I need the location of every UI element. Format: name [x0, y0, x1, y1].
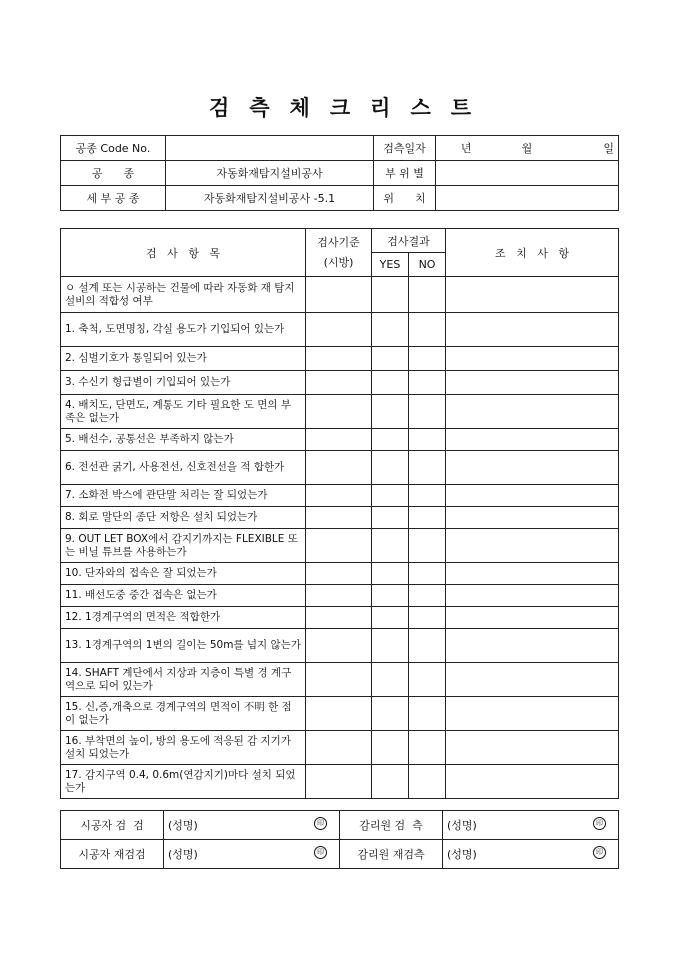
work-label: 공 종: [61, 161, 166, 186]
yes-cell[interactable]: [372, 277, 409, 313]
header-result: 검사결과: [372, 229, 446, 253]
yes-cell[interactable]: [372, 451, 409, 485]
no-cell[interactable]: [409, 563, 446, 585]
no-cell[interactable]: [409, 765, 446, 799]
yes-cell[interactable]: [372, 563, 409, 585]
criteria-cell[interactable]: [306, 485, 372, 507]
location-label: 위 치: [374, 186, 436, 211]
table-row: [61, 395, 619, 429]
table-row: [61, 529, 619, 563]
action-cell[interactable]: [446, 347, 619, 371]
table-row: [61, 347, 619, 371]
check-item: 8. 회로 말단의 종단 저항은 설치 되었는가: [61, 507, 306, 529]
action-cell[interactable]: [446, 485, 619, 507]
no-cell[interactable]: [409, 607, 446, 629]
table-row: [61, 313, 619, 347]
check-item: 7. 소화전 박스에 관단말 처리는 잘 되었는가: [61, 485, 306, 507]
signature-table: [60, 810, 619, 869]
criteria-cell[interactable]: [306, 629, 372, 663]
criteria-cell[interactable]: [306, 507, 372, 529]
contractor-inspect-name: (성명): [168, 819, 198, 832]
action-cell[interactable]: [446, 429, 619, 451]
work-code-label: 공종 Code No.: [61, 136, 166, 161]
seal-icon: 印: [593, 817, 606, 830]
check-item: 4. 배치도, 단면도, 계통도 기타 필요한 도 면의 부족은 없는가: [61, 395, 306, 429]
criteria-cell[interactable]: [306, 371, 372, 395]
no-cell[interactable]: [409, 429, 446, 451]
no-cell[interactable]: [409, 277, 446, 313]
no-cell[interactable]: [409, 395, 446, 429]
no-cell[interactable]: [409, 529, 446, 563]
table-row: [61, 697, 619, 731]
contractor-inspect-signature[interactable]: [164, 811, 340, 840]
info-table: [60, 135, 619, 211]
action-cell[interactable]: [446, 451, 619, 485]
seal-icon: 印: [314, 817, 327, 830]
action-cell[interactable]: [446, 371, 619, 395]
seal-icon: 印: [593, 846, 606, 859]
check-item: 1. 축척, 도면명칭, 각실 용도가 기입되어 있는가: [61, 313, 306, 347]
title-char: 트: [450, 95, 472, 120]
yes-cell[interactable]: [372, 429, 409, 451]
yes-cell[interactable]: [372, 765, 409, 799]
check-item: 6. 전선관 굵기, 사용전선, 신호전선을 적 합한가: [61, 451, 306, 485]
yes-cell[interactable]: [372, 395, 409, 429]
title-char: 리: [370, 95, 391, 120]
table-row: [61, 371, 619, 395]
inspect-date-label: 검측일자: [374, 136, 436, 161]
detail-value[interactable]: 자동화재탐지설비공사 -5.1: [166, 186, 374, 211]
check-item: 17. 감지구역 0.4, 0.6m(연감지기)마다 설치 되었는가: [61, 765, 306, 799]
no-cell[interactable]: [409, 629, 446, 663]
criteria-cell[interactable]: [306, 585, 372, 607]
table-row: [61, 629, 619, 663]
yes-cell[interactable]: [372, 347, 409, 371]
document-title: [0, 92, 680, 122]
no-cell[interactable]: [409, 485, 446, 507]
criteria-cell[interactable]: [306, 529, 372, 563]
header-criteria: [306, 229, 372, 277]
title-char: 스: [410, 95, 431, 120]
yes-cell[interactable]: [372, 663, 409, 697]
work-code-value[interactable]: [166, 136, 374, 161]
criteria-cell[interactable]: [306, 277, 372, 313]
action-cell[interactable]: [446, 507, 619, 529]
check-item: 11. 배선도중 중간 접속은 없는가: [61, 585, 306, 607]
seal-icon: 印: [314, 846, 327, 859]
title-char: 측: [249, 95, 270, 120]
action-cell[interactable]: [446, 277, 619, 313]
check-item: 5. 배선수, 공통선은 부족하지 않는가: [61, 429, 306, 451]
no-cell[interactable]: [409, 347, 446, 371]
header-item: 검 사 항 목: [61, 229, 306, 277]
yes-cell[interactable]: [372, 529, 409, 563]
action-cell[interactable]: [446, 629, 619, 663]
contractor-reinspect-signature[interactable]: [164, 840, 340, 869]
table-row: [61, 585, 619, 607]
criteria-cell[interactable]: [306, 697, 372, 731]
header-no: NO: [409, 253, 446, 277]
contractor-inspect-label: 시공자 검 검: [61, 811, 164, 840]
supervisor-inspect-signature[interactable]: [443, 811, 619, 840]
yes-cell[interactable]: [372, 607, 409, 629]
header-criteria-line1: 검사기준: [317, 235, 360, 249]
action-cell[interactable]: [446, 663, 619, 697]
criteria-cell[interactable]: [306, 395, 372, 429]
no-cell[interactable]: [409, 451, 446, 485]
table-row: [61, 731, 619, 765]
yes-cell[interactable]: [372, 313, 409, 347]
part-label: 부 위 별: [374, 161, 436, 186]
header-criteria-line2: (시방): [323, 255, 354, 269]
supervisor-inspect-name: (성명): [447, 819, 477, 832]
checklist-table: [60, 228, 619, 799]
criteria-cell[interactable]: [306, 765, 372, 799]
check-item: 12. 1경계구역의 면적은 적합한가: [61, 607, 306, 629]
criteria-cell[interactable]: [306, 663, 372, 697]
yes-cell[interactable]: [372, 585, 409, 607]
yes-cell[interactable]: [372, 371, 409, 395]
criteria-cell[interactable]: [306, 347, 372, 371]
location-value[interactable]: [436, 186, 619, 211]
date-day-label[interactable]: 일: [558, 136, 619, 161]
criteria-cell[interactable]: [306, 451, 372, 485]
check-item: 10. 단자와의 접속은 잘 되었는가: [61, 563, 306, 585]
header-yes: YES: [372, 253, 409, 277]
table-row: [61, 607, 619, 629]
no-cell[interactable]: [409, 663, 446, 697]
action-cell[interactable]: [446, 313, 619, 347]
table-row: [61, 429, 619, 451]
contractor-reinspect-name: (성명): [168, 848, 198, 861]
title-char: 체: [289, 95, 310, 120]
table-row: [61, 277, 619, 313]
criteria-cell[interactable]: [306, 313, 372, 347]
check-item: 9. OUT LET BOX에서 감지기까지는 FLEXIBLE 또는 비닐 튜브를 사용하는가: [61, 529, 306, 563]
criteria-cell[interactable]: [306, 563, 372, 585]
table-row: [61, 451, 619, 485]
table-row: [61, 507, 619, 529]
table-row: [61, 765, 619, 799]
title-char: 크: [329, 95, 351, 120]
no-cell[interactable]: [409, 313, 446, 347]
supervisor-reinspect-name: (성명): [447, 848, 477, 861]
no-cell[interactable]: [409, 731, 446, 765]
action-cell[interactable]: [446, 607, 619, 629]
title-char: 검: [208, 95, 230, 120]
action-cell[interactable]: [446, 395, 619, 429]
no-cell[interactable]: [409, 507, 446, 529]
no-cell[interactable]: [409, 371, 446, 395]
date-year-label[interactable]: 년: [436, 136, 497, 161]
check-item: 16. 부착면의 높이, 방의 용도에 적응된 감 지기가 설치 되었는가: [61, 731, 306, 765]
criteria-cell[interactable]: [306, 607, 372, 629]
yes-cell[interactable]: [372, 629, 409, 663]
check-item: 3. 수신기 형급별이 기입되어 있는가: [61, 371, 306, 395]
supervisor-reinspect-label: 감리원 재검측: [340, 840, 443, 869]
table-row: [61, 563, 619, 585]
header-action: 조 치 사 항: [446, 229, 619, 277]
criteria-cell[interactable]: [306, 429, 372, 451]
work-value[interactable]: 자동화재탐지설비공사: [166, 161, 374, 186]
date-month-label[interactable]: 월: [497, 136, 558, 161]
no-cell[interactable]: [409, 697, 446, 731]
action-cell[interactable]: [446, 585, 619, 607]
yes-cell[interactable]: [372, 731, 409, 765]
yes-cell[interactable]: [372, 485, 409, 507]
action-cell[interactable]: [446, 731, 619, 765]
table-row: [61, 663, 619, 697]
check-item: ㅇ 설계 또는 시공하는 건물에 따라 자동화 재 탐지설비의 적합성 여부: [61, 277, 306, 313]
check-item: 13. 1경계구역의 1변의 길이는 50m를 넘지 않는가: [61, 629, 306, 663]
part-value[interactable]: [436, 161, 619, 186]
no-cell[interactable]: [409, 585, 446, 607]
check-item: 2. 심벌기호가 통일되어 있는가: [61, 347, 306, 371]
yes-cell[interactable]: [372, 507, 409, 529]
action-cell[interactable]: [446, 563, 619, 585]
check-item: 15. 신,증,개축으로 경계구역의 면적이 不明 한 점이 없는가: [61, 697, 306, 731]
action-cell[interactable]: [446, 765, 619, 799]
contractor-reinspect-label: 시공자 재검검: [61, 840, 164, 869]
detail-label: 세 부 공 종: [61, 186, 166, 211]
yes-cell[interactable]: [372, 697, 409, 731]
supervisor-inspect-label: 감리원 검 측: [340, 811, 443, 840]
check-item: 14. SHAFT 계단에서 지상과 지층이 특별 경 계구역으로 되어 있는가: [61, 663, 306, 697]
supervisor-reinspect-signature[interactable]: [443, 840, 619, 869]
table-row: [61, 485, 619, 507]
action-cell[interactable]: [446, 529, 619, 563]
action-cell[interactable]: [446, 697, 619, 731]
criteria-cell[interactable]: [306, 731, 372, 765]
